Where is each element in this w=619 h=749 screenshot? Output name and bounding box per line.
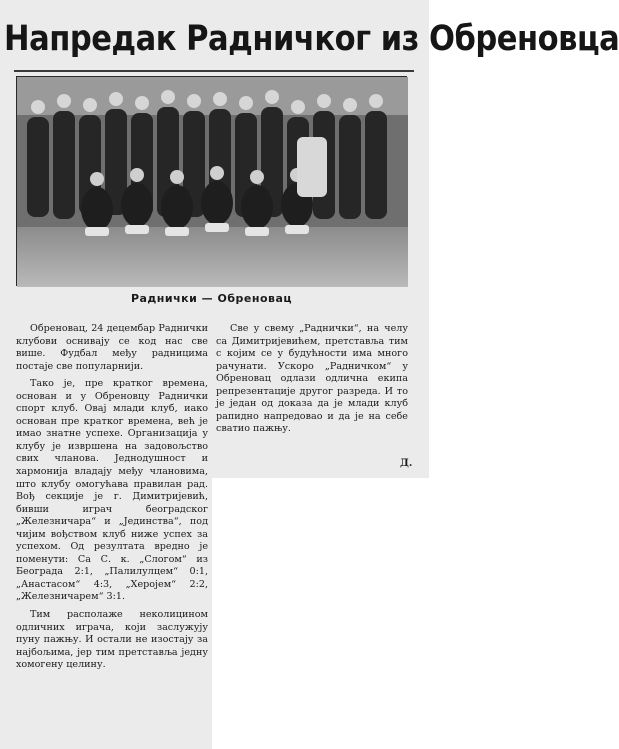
- headline-rule: [14, 70, 414, 72]
- team-photo-image: [17, 77, 408, 287]
- article-paragraph: Све у свему „Раднички“, на челу са Димитријевићем, претставља тим с којим се у будућности има много рачунати. Ускоро „Радничком“ у Обреновац одлази одлична екипа репрезентације другог разреда. И то је један од доказа да је млади клуб рапидно напредовао и да је на себе сватио пажњу.: [216, 323, 408, 435]
- article-paragraph: Тако је, пре кратког времена, основан и у Обреновцу Раднички спорт клуб. Овај млади клуб, иако основан пре кратког времена, већ је имао знатне успехе. Организација у клубу је извршена на задовољство свих чланова. Једнодушност и хармонија владају међу члановима, што клубу омогућава правилан рад. Вођ секције је г. Димитријевић, бивши играч београдског „Железничара“ и „Јединства“, под чијим вођством клуб ниже успех за успехом. Од резултата вредно је поменути: Са С. к. „Слогом“ из Београда 2:1, „Палилулцем“ 0:1, „Анастасом“ 4:3, „Херојем“ 2:2, „Железничарем“ 3:1.: [16, 378, 208, 603]
- team-photo: [16, 76, 407, 286]
- article-column-left: [16, 323, 208, 672]
- photo-caption: Раднички — Обреновац: [130, 292, 293, 305]
- article-paragraph: Обреновац, 24 децембар Раднички клубови оснивају се код нас све више. Фудбал међу радницима постаје све популарнији.: [16, 323, 208, 372]
- article-column-right: [216, 323, 408, 436]
- article-paragraph: Тим располаже неколицином одличних играча, који заслужују пуну пажњу. И остали не изостају за најбољима, јер тим претставља једну хомогену целину.: [16, 609, 208, 671]
- author-signature: Д.: [400, 458, 413, 469]
- headline: Напредак Радничког из Обреновца: [4, 19, 619, 59]
